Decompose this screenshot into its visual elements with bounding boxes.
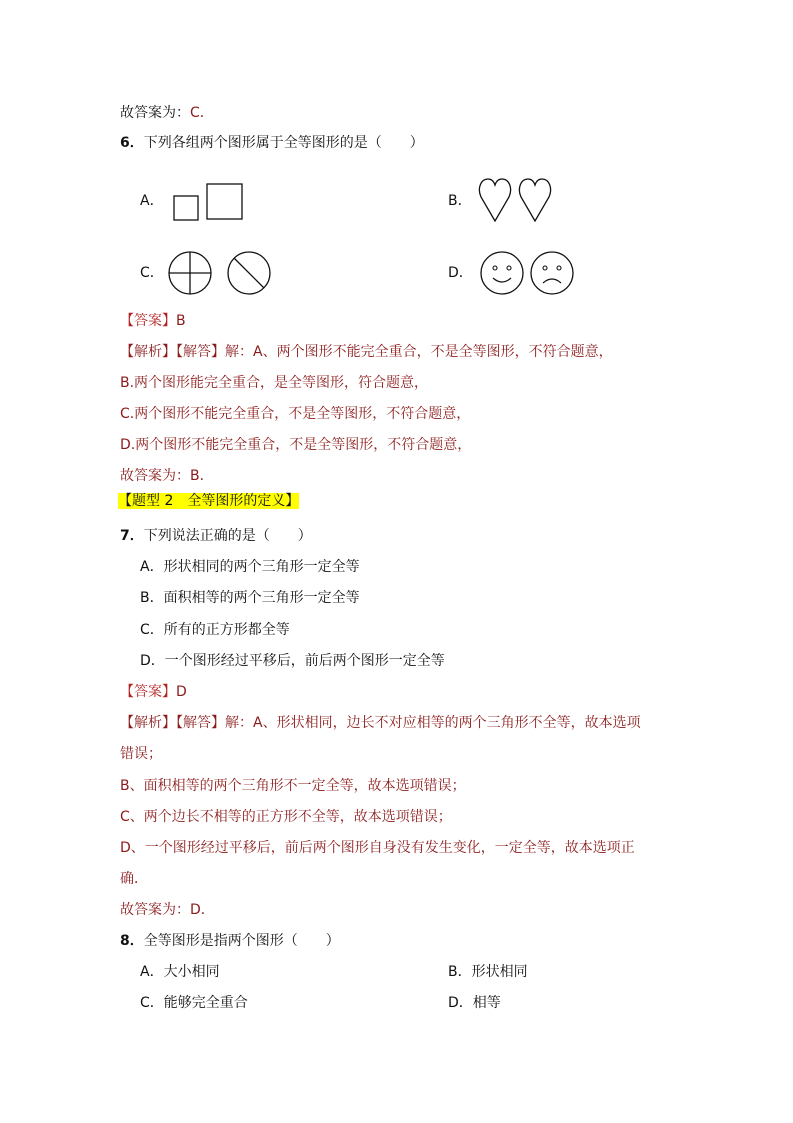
- analysis-tag: 【解析】【解答】: [120, 344, 225, 360]
- question-6-stem: 6．下列各组两个图形属于全等图形的是（ ）: [120, 135, 424, 151]
- q7-option-c: C．所有的正方形都全等: [140, 622, 290, 638]
- q7-analysis-line-2: 错误；: [120, 746, 162, 762]
- q7-option-b: B．面积相等的两个三角形一定全等: [140, 590, 360, 606]
- q7-analysis-line-1: 【解析】【解答】解：A、形状相同，边长不对应相等的两个三角形不全等，故本选项: [120, 715, 641, 731]
- q7-option-a: A．形状相同的两个三角形一定全等: [140, 559, 360, 575]
- q8-option-c: C．能够完全重合: [140, 995, 248, 1011]
- answer-value: D: [176, 684, 187, 700]
- q7-option-d: D．一个图形经过平移后，前后两个图形一定全等: [140, 653, 445, 669]
- q8-option-d: D．相等: [448, 995, 501, 1011]
- answer-tag: 【答案】: [120, 684, 176, 700]
- question-text: 全等图形是指两个图形（ ）: [143, 933, 340, 949]
- q6-answer: [120, 312, 186, 330]
- answer-prefix: 故答案为：: [120, 105, 190, 121]
- two-squares-figure: [170, 178, 250, 226]
- answer-tag: 【答案】: [120, 313, 176, 329]
- question-text: 下列各组两个图形属于全等图形的是（ ）: [143, 135, 424, 151]
- answer-value: B: [176, 313, 186, 329]
- two-faces-figure: [478, 250, 578, 298]
- q6-final-answer: 故答案为：B.: [120, 468, 205, 484]
- q6-option-d-label: D．: [448, 265, 473, 281]
- q7-analysis-line-3: B、面积相等的两个三角形不一定全等，故本选项错误；: [120, 778, 466, 794]
- question-8-stem: 8．全等图形是指两个图形（ ）: [120, 933, 340, 949]
- q6-option-b-label: B．: [448, 193, 472, 209]
- q8-option-b: B．形状相同: [448, 964, 528, 980]
- two-hearts-figure: [476, 175, 556, 227]
- section-title: 【题型 2 全等图形的定义】: [118, 493, 300, 509]
- answer-value: C．: [190, 105, 214, 121]
- q6-analysis-line-4: D.两个图形不能完全重合，不是全等图形，不符合题意，: [120, 437, 472, 453]
- q6-analysis-line-3: C.两个图形不能完全重合，不是全等图形，不符合题意，: [120, 406, 471, 422]
- q7-final-answer: 故答案为：D．: [120, 902, 215, 918]
- analysis-tag: 【解析】【解答】: [120, 715, 225, 731]
- question-number: 7: [120, 528, 130, 544]
- two-circles-figure: [166, 250, 276, 298]
- question-number: 6: [120, 135, 130, 151]
- q8-option-a: A．大小相同: [140, 964, 220, 980]
- question-text: 下列说法正确的是（ ）: [143, 528, 312, 544]
- q6-option-a-label: A．: [140, 193, 164, 209]
- q6-option-c-label: C．: [140, 265, 164, 281]
- q7-analysis-line-5: D、一个图形经过平移后，前后两个图形自身没有发生变化，一定全等，故本选项正: [120, 840, 635, 856]
- question-7-stem: 7．下列说法正确的是（ ）: [120, 528, 312, 544]
- q6-analysis-line-2: B.两个图形能完全重合，是全等图形，符合题意，: [120, 375, 429, 391]
- previous-answer: [120, 104, 214, 122]
- q6-analysis-line-1: 【解析】【解答】解：A、两个图形不能完全重合，不是全等图形，不符合题意，: [120, 344, 613, 360]
- question-number: 8: [120, 933, 130, 949]
- q7-answer: [120, 683, 187, 701]
- q7-analysis-line-4: C、两个边长不相等的正方形不全等，故本选项错误；: [120, 809, 452, 825]
- q7-analysis-line-6: 确．: [120, 871, 148, 887]
